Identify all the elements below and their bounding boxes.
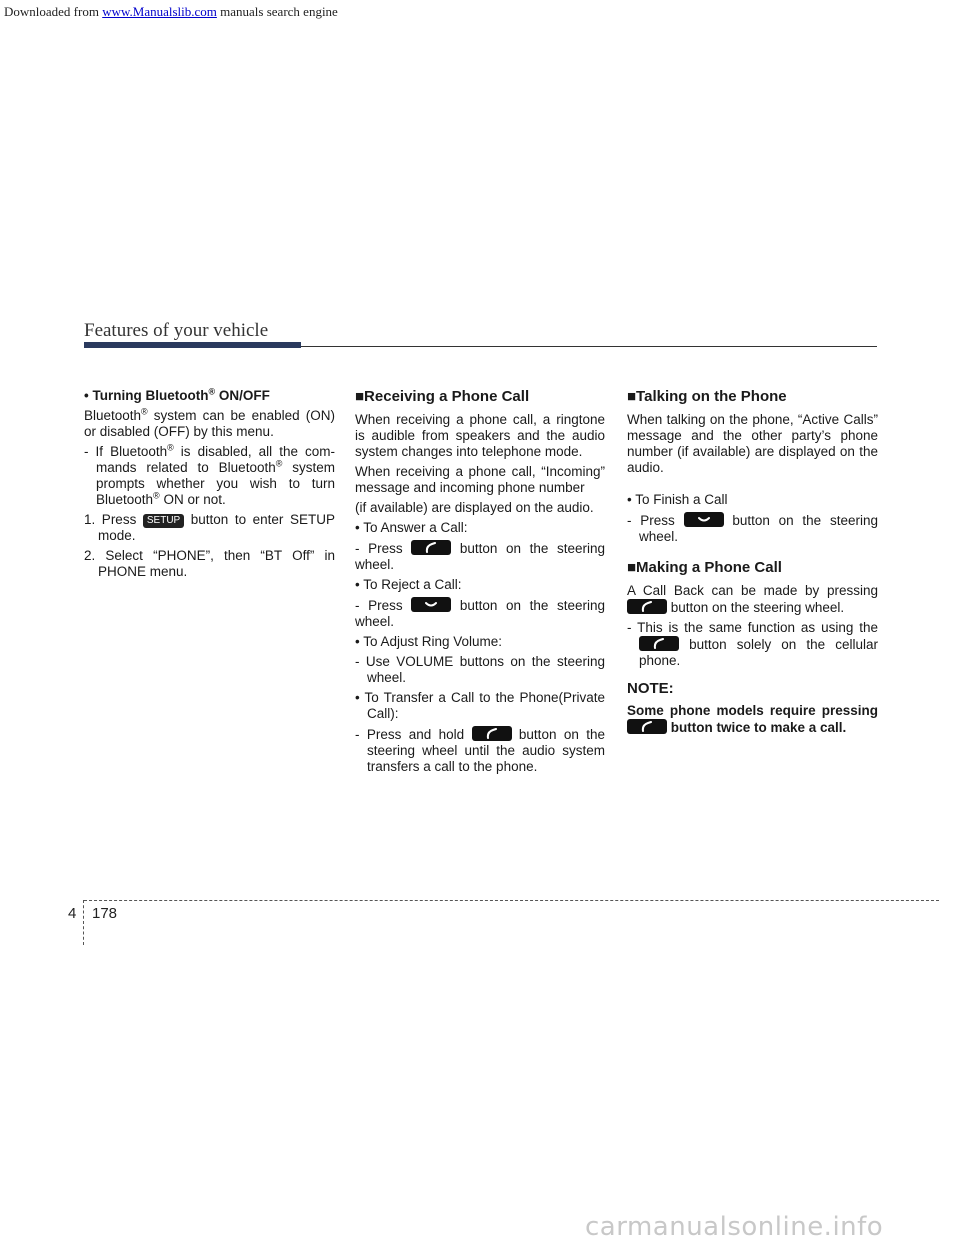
answer-call-label: • To Answer a Call:: [355, 520, 468, 535]
talking-heading: ■Talking on the Phone: [627, 388, 787, 405]
footer-rule: [84, 900, 939, 901]
watermark: carmanualsonline.info: [585, 1212, 884, 1242]
header-accent-bar: [84, 342, 301, 348]
finish-call-detail: - Press button on the steering wheel.: [627, 513, 878, 544]
bluetooth-heading: • Turning Bluetooth® ON/OFF: [84, 386, 270, 403]
making-call-p: A Call Back can be made by pressing button on the steering wheel.: [627, 583, 878, 615]
call-button-icon: [411, 540, 451, 555]
column-receiving-call: [355, 388, 605, 779]
talking-p1: When talking on the phone, “Active Calls” message and the other party’s phone number (if available) are displayed on the audio.: [627, 412, 878, 475]
transfer-detail: - Press and hold button on the steering wheel until the audio system transfers a call to the phone.: [355, 727, 605, 774]
chapter-number: 4: [68, 905, 77, 922]
call-button-icon: [627, 599, 667, 614]
answer-call-detail: - Press button on the steering wheel.: [355, 541, 605, 572]
receiving-call-heading: ■Receiving a Phone Call: [355, 388, 530, 405]
download-banner: [4, 4, 338, 20]
setup-button-icon: SETUP: [143, 514, 184, 528]
footer-divider: [83, 900, 84, 945]
receiving-p2: When receiving a phone call, “Incoming” message and incoming phone number: [355, 464, 605, 495]
chapter-title: Features of your vehicle: [84, 320, 269, 341]
call-button-icon: [472, 726, 512, 741]
volume-label: • To Adjust Ring Volume:: [355, 634, 503, 649]
finish-call-label: • To Finish a Call: [627, 492, 728, 507]
column-bluetooth: [84, 388, 335, 584]
transfer-label: • To Transfer a Call to the Phone(Private Call):: [355, 690, 605, 721]
note-title: NOTE:: [627, 680, 674, 697]
end-call-button-icon: [411, 597, 451, 612]
banner-suffix: manuals search engine: [216, 4, 338, 19]
manualslib-link[interactable]: www.Manualslib.com: [102, 4, 217, 19]
receiving-p1: When receiving a phone call, a ringtone is audible from speakers and the audio system changes into telephone mode.: [355, 412, 605, 459]
step-2: 2. Select “PHONE”, then “BT Off” in PHONE menu.: [84, 548, 335, 579]
step-1: 1. Press SETUP button to enter SETUP mode.: [84, 512, 335, 543]
banner-prefix: Downloaded from: [4, 4, 103, 19]
reject-call-label: • To Reject a Call:: [355, 577, 462, 592]
volume-detail: - Use VOLUME buttons on the steering wheel.: [355, 654, 605, 685]
making-call-heading: ■Making a Phone Call: [627, 559, 782, 576]
call-button-icon: [627, 719, 667, 734]
page-number: 178: [92, 905, 118, 922]
same-function-p: - This is the same function as using the button solely on the cellular phone.: [627, 620, 878, 668]
end-call-button-icon: [684, 512, 724, 527]
receiving-p3: (if available) are displayed on the audio.: [355, 500, 594, 515]
note-text: Some phone models require pressing button twice to make a call.: [627, 703, 878, 735]
reject-call-detail: - Press button on the steering wheel.: [355, 598, 605, 629]
call-button-icon: [639, 636, 679, 651]
bluetooth-intro: Bluetooth® system can be enabled (ON) or disabled (OFF) by this menu.: [84, 406, 335, 439]
column-talking: [627, 388, 878, 740]
bluetooth-disabled-note: - If Bluetooth® is disabled, all the com-mands related to Bluetooth® system prompts whether you wish to turn Bluetooth® ON or not.: [84, 442, 335, 507]
